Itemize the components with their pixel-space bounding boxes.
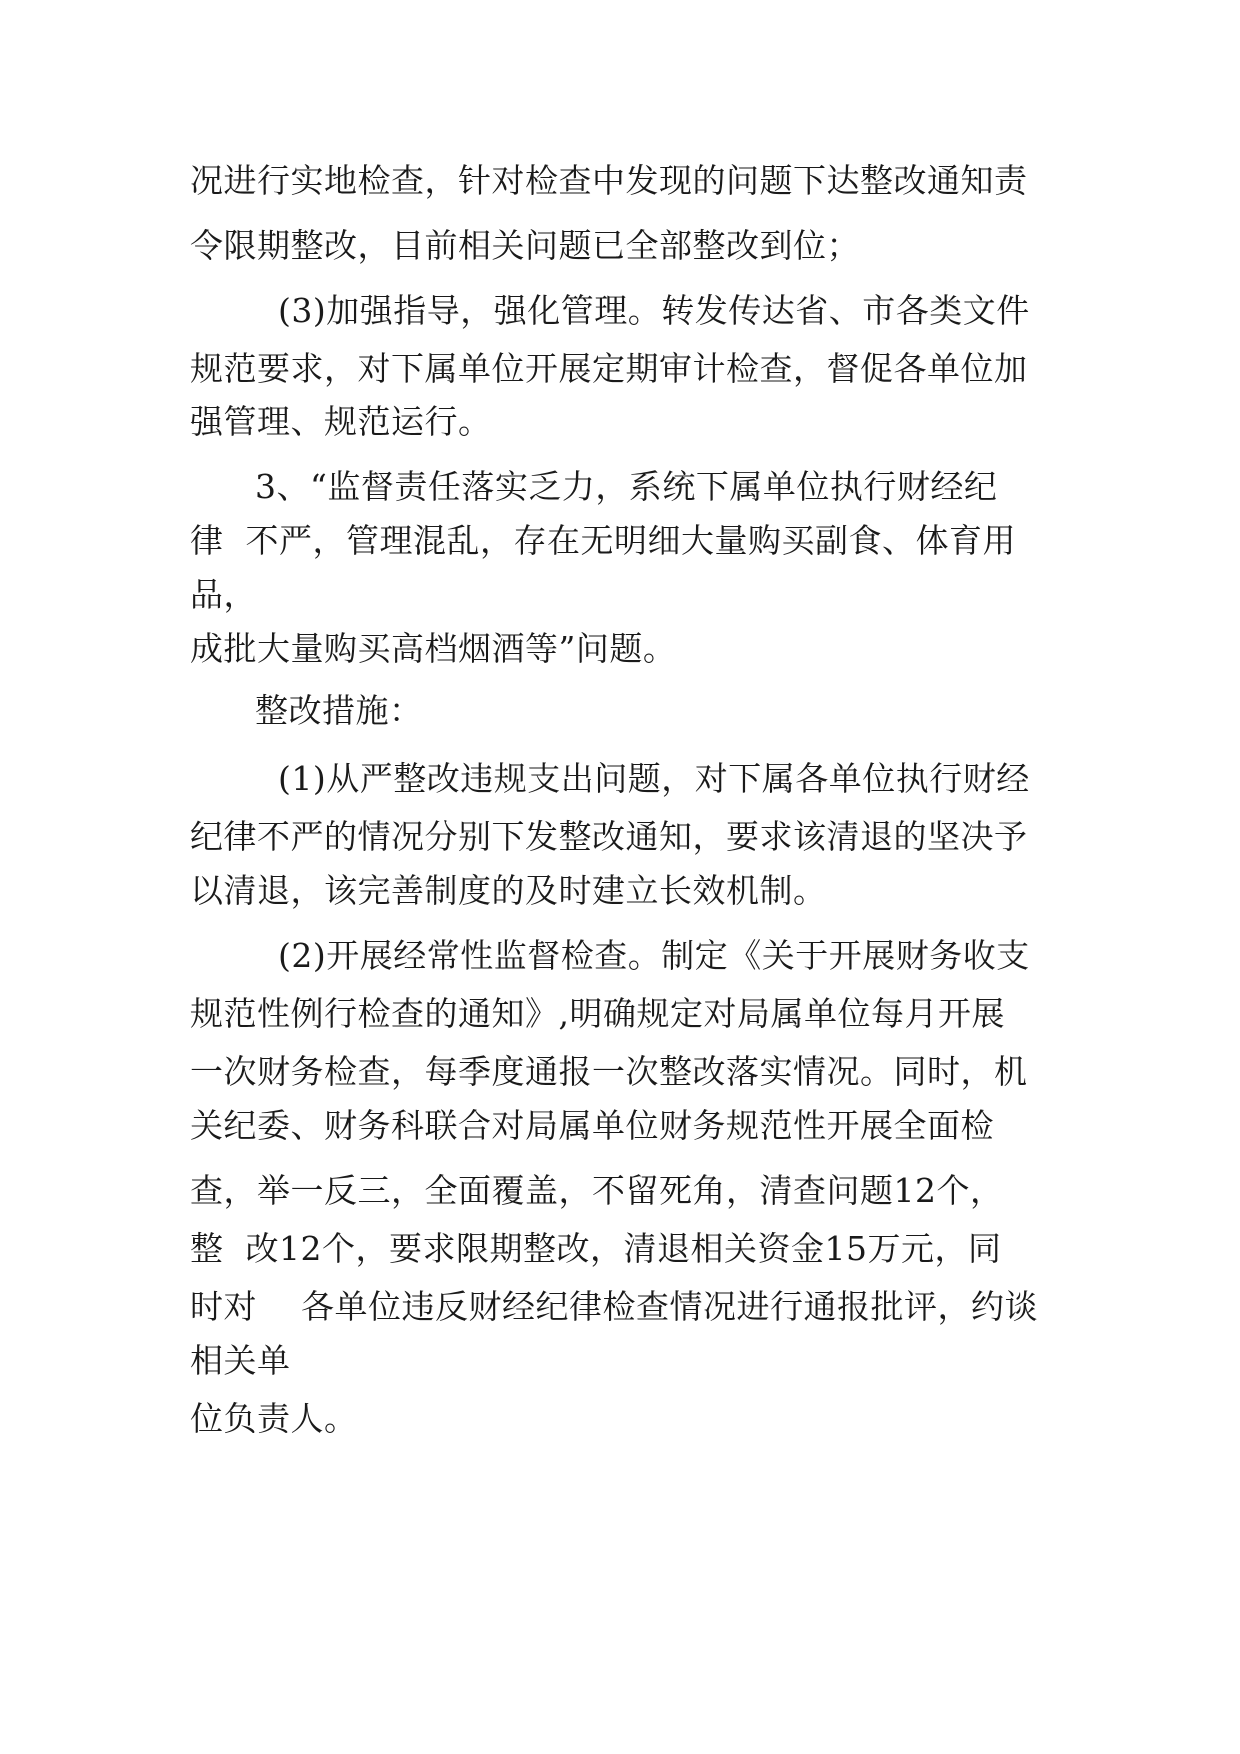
text-line: 以清退，该完善制度的及时建立长效机制。	[190, 871, 827, 910]
text-line: (3)加强指导，强化管理。转发传达省、市各类文件	[278, 291, 1030, 330]
text-line: 律 不严，管理混乱，存在无明细大量购买副食、体育用	[190, 521, 1016, 560]
text-line: 位负责人。	[190, 1399, 358, 1438]
text-line: 品，	[190, 575, 257, 614]
text-line: 时对 各单位违反财经纪律检查情况进行通报批评，约谈	[190, 1287, 1038, 1326]
text-line: (1)从严整改违规支出问题，对下属各单位执行财经	[278, 759, 1030, 798]
text-line: 3、“监督责任落实乏力，系统下属单位执行财经纪	[255, 467, 998, 506]
text-line: 成批大量购买高档烟酒等”问题。	[190, 629, 677, 668]
text-line: 强管理、规范运行。	[190, 402, 492, 441]
text-line: 规范要求，对下属单位开展定期审计检查，督促各单位加	[190, 349, 1028, 388]
text-line: 纪律不严的情况分别下发整改通知，要求该清退的坚决予	[190, 817, 1028, 856]
text-line: 规范性例行检查的通知》,明确规定对局属单位每月开展	[190, 994, 1005, 1033]
text-line: (2)开展经常性监督检查。制定《关于开展财务收支	[278, 936, 1030, 975]
text-line: 查，举一反三，全面覆盖，不留死角，清查问题12个，	[190, 1171, 1004, 1210]
text-line: 整 改12个，要求限期整改，清退相关资金15万元，同	[190, 1229, 1002, 1268]
text-line: 关纪委、财务科联合对局属单位财务规范性开展全面检	[190, 1106, 994, 1145]
text-line: 整改措施：	[255, 691, 423, 730]
text-line: 令限期整改，目前相关问题已全部整改到位；	[190, 226, 860, 265]
text-line: 相关单	[190, 1341, 291, 1380]
text-line: 况进行实地检查，针对检查中发现的问题下达整改通知责	[190, 161, 1028, 200]
text-line: 一次财务检查，每季度通报一次整改落实情况。同时，机	[190, 1052, 1028, 1091]
